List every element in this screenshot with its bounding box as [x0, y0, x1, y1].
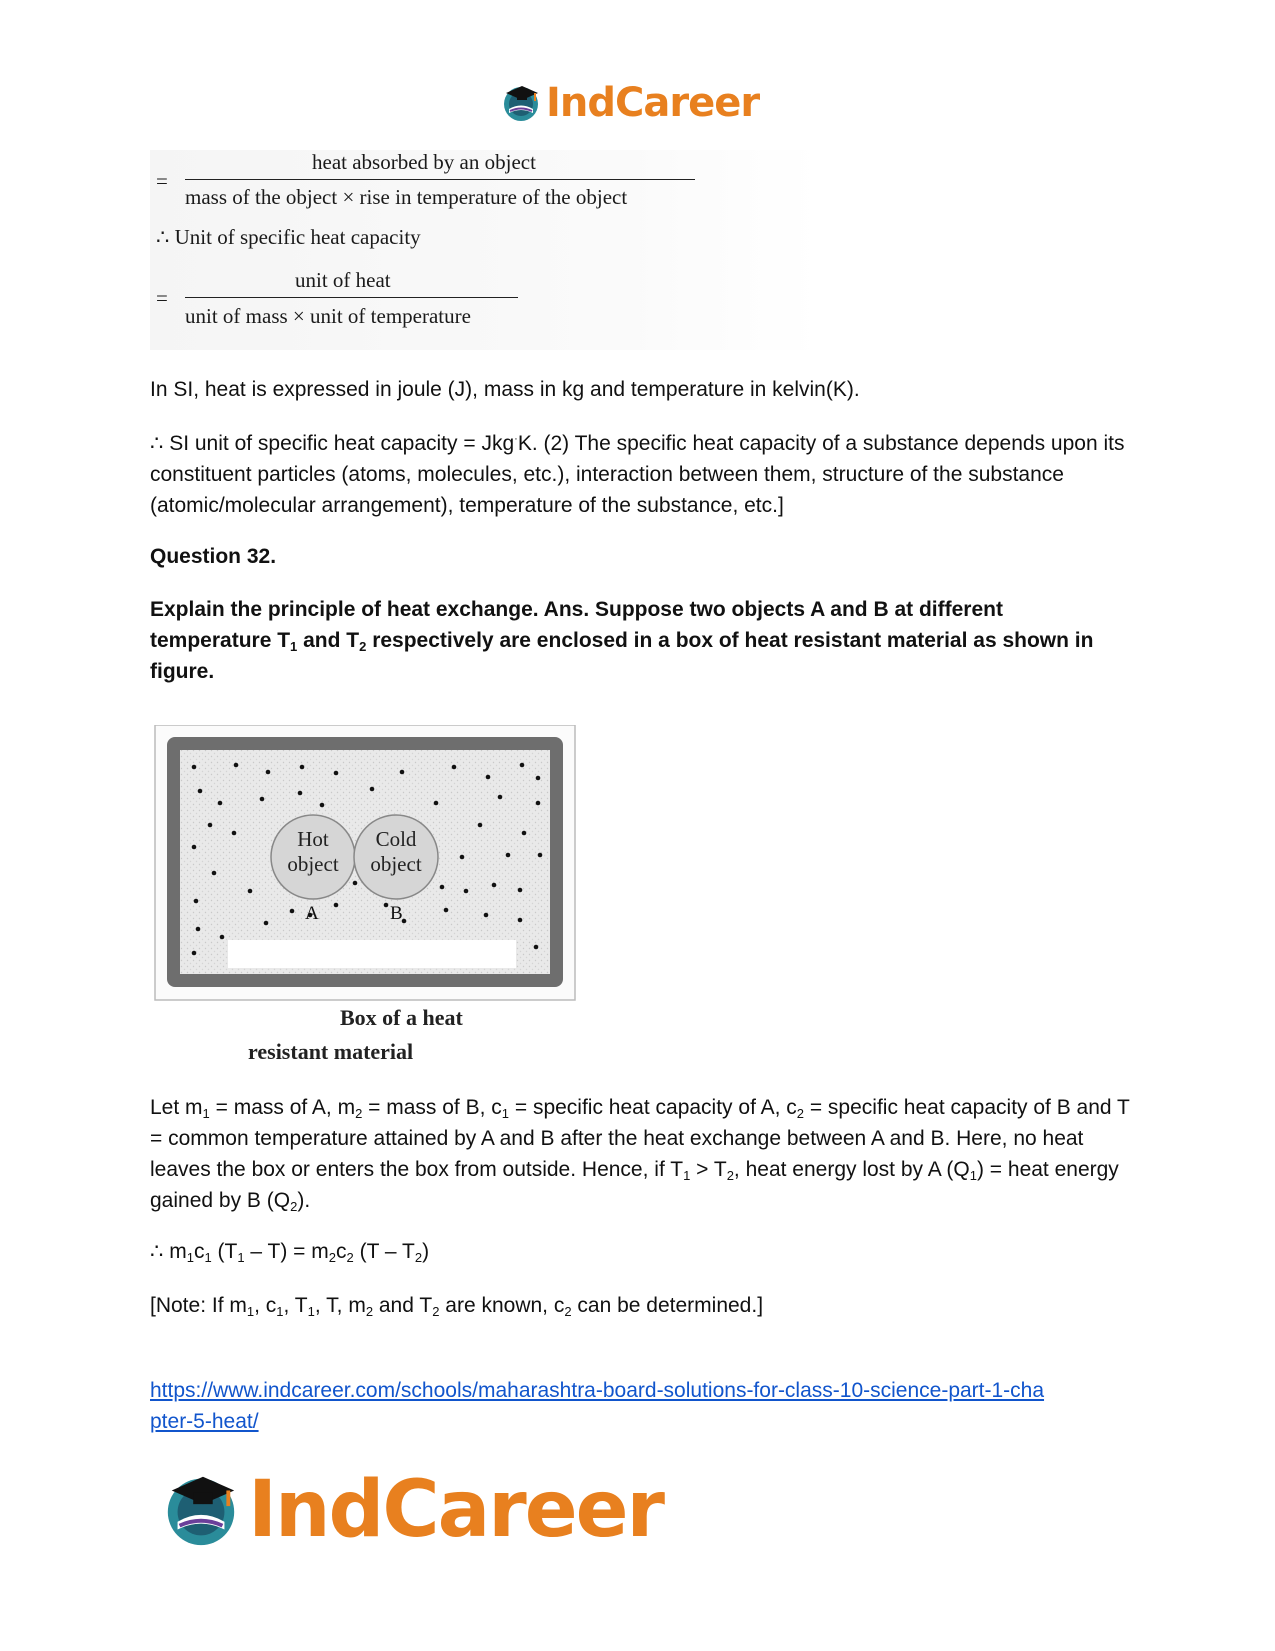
source-link-block [150, 1375, 1130, 1437]
question-heading: Question 32. [150, 545, 277, 568]
object-b-label: B [390, 903, 403, 924]
eq1-numerator: heat absorbed by an object [312, 150, 536, 174]
equals-sign: = [156, 169, 168, 193]
heat-exchange-box-figure [150, 725, 590, 1075]
equals-sign: = [156, 286, 168, 310]
graduation-cap-icon [160, 1469, 242, 1551]
graduation-cap-icon [500, 82, 542, 124]
hot-object-label: Hot object [287, 827, 339, 876]
caption-line2: resistant material [248, 1039, 414, 1064]
paragraph-si-unit-specific-heat: ∴ SI unit of specific heat capacity = Jkg·K. (2) The specific heat capacity of a substance depends upon its constituent particles (atoms, molecules, etc.), interaction between them, structure of the substance (atomic/molecular arrangement), temperature of the substance, etc.] [150, 432, 1125, 517]
brand-name: IndCareer [546, 80, 760, 126]
eq2-numerator: unit of heat [295, 268, 391, 292]
caption-line1: Box of a heat [340, 1005, 463, 1030]
question-text: Explain the principle of heat exchange. Ans. Suppose two objects A and B at different temperature $T_1$ and $T_2$ respectively are enclosed in a box of heat resistant material as shown in figure. [150, 598, 1094, 683]
paragraph-si-units: In SI, heat is expressed in joule (J), mass in kg and temperature in kelvin(K). [150, 378, 860, 401]
eq1-denominator: mass of the object × rise in temperature of the object [185, 185, 628, 209]
heat-exchange-equation: ∴ $m_1c_1$ $(T_1 - T) = m_2c_2$ $(T - T_2)$ [150, 1240, 430, 1265]
note-paragraph: [Note: If $m_1$, $c_1$, $T_1$, T, $m_2$ and $T_2$ are known, $c_2$ can be determined.] [150, 1294, 764, 1319]
therefore-unit-label: ∴ Unit of specific heat capacity [156, 225, 421, 249]
brand-name: IndCareer [248, 1465, 663, 1555]
specific-heat-formula-image [150, 150, 820, 350]
brand-logo-top [500, 80, 759, 126]
cold-object-label: Cold object [370, 827, 422, 876]
object-a-label: A [305, 903, 319, 924]
brand-logo-bottom [160, 1465, 663, 1555]
source-link[interactable]: https://www.indcareer.com/schools/maharashtra-board-solutions-for-class-10-science-part-1-cha pter-5-heat/ [150, 1379, 1045, 1433]
eq2-denominator: unit of mass × unit of temperature [185, 304, 471, 328]
paragraph-heat-exchange-variables: Let $m_1$ = mass of A, $m_2$ = mass of B, $c_1$ = specific heat capacity of A, $c_2$ = specific heat capacity of B and T = common temperature attained by A and B after the heat exchange between A and B. Here, no heat leaves the box or enters the box from outside. Hence, if $T_1 > T_2$, heat energy lost by A $(Q_1)$ = heat energy gained by B $(Q_2)$. [150, 1096, 1130, 1214]
